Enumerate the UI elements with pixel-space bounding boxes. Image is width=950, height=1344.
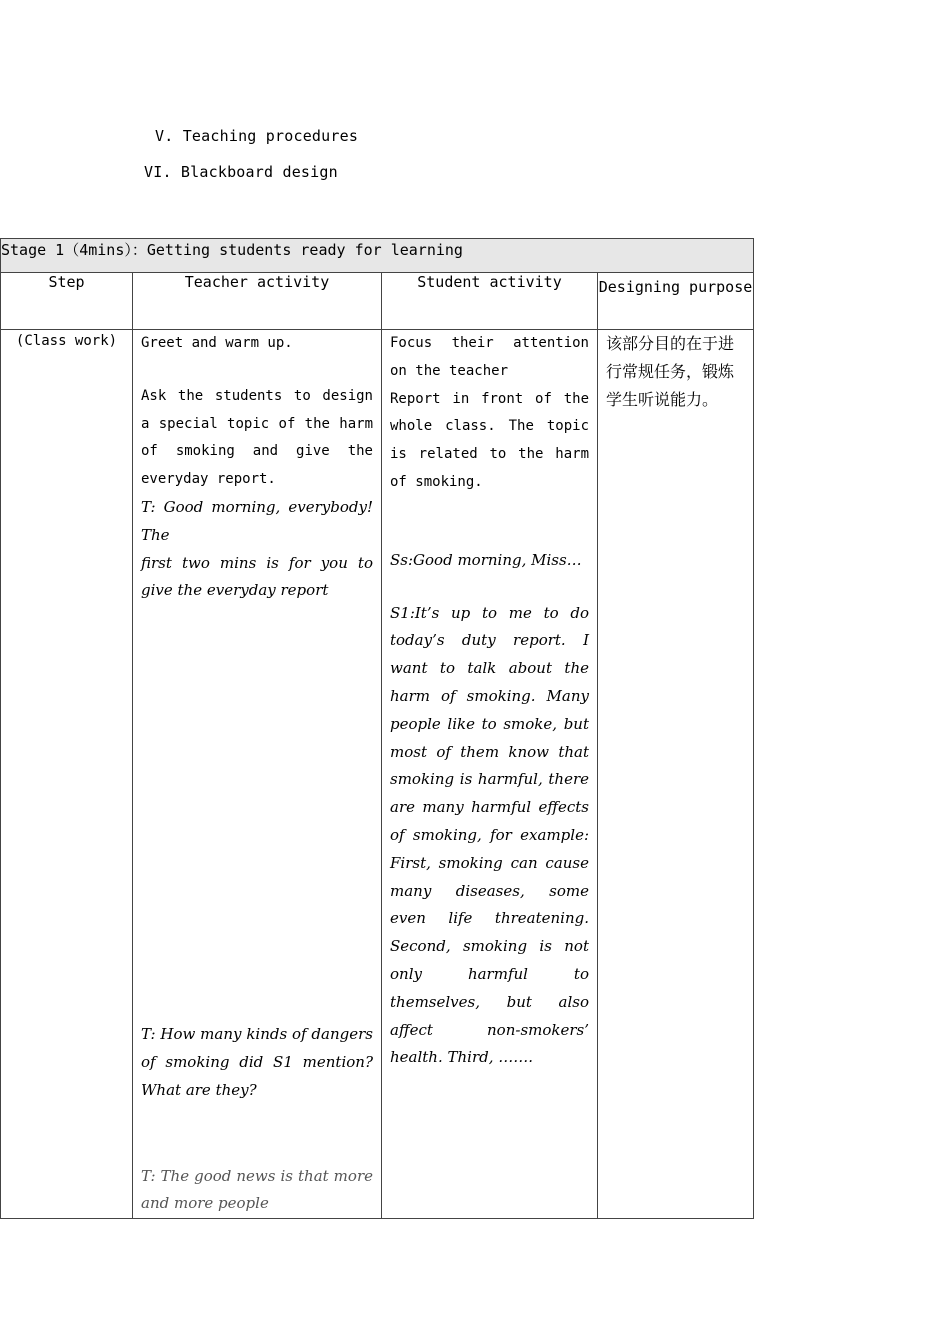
student-duty-report: S1:It’s up to me to do today’s duty report. I want to talk about the harm of smoking. Many people like to smoke, but most of them know that smoking is harmful, there are many harmful effects of smoking, for example: First, smoking can cause many diseases, some even life threatening. Second, smoking is not only harmful to themselves, but also affect non-smokers’ health. Third, …….	[390, 603, 589, 1067]
student-focus: Focus their attention on the teacher	[390, 335, 589, 379]
column-header-row	[1, 273, 754, 330]
stage-title: Stage 1（4mins）：Getting students ready for learning	[1, 239, 754, 273]
teacher-line-report: first two mins is for you to give the everyday report	[141, 553, 373, 600]
student-report: Report in front of the whole class. The topic is related to the harm of smoking.	[390, 390, 589, 490]
teacher-line-greeting: T: Good morning, everybody! The	[141, 497, 373, 544]
table-row	[1, 330, 754, 1219]
column-header-step: Step	[1, 273, 133, 330]
teacher-activity-cell	[133, 330, 382, 1219]
stage-title-row	[1, 239, 754, 273]
column-header-designing-purpose: Designing purpose	[598, 273, 754, 330]
teacher-good-news: T: The good news is that more and more people	[141, 1166, 373, 1213]
section-heading-blackboard-design: VI. Blackboard design	[144, 163, 338, 181]
student-activity-cell	[382, 330, 598, 1219]
teacher-question: T: How many kinds of dangers of smoking did S1 mention? What are they?	[141, 1025, 373, 1099]
step-cell: (Class work)	[1, 330, 133, 1219]
column-header-teacher-activity: Teacher activity	[133, 273, 382, 330]
teaching-procedure-table	[0, 238, 754, 1219]
designing-purpose-cell	[598, 330, 754, 1219]
designing-purpose-text: 该部分目的在于进行常规任务，锻炼学生听说能力。	[606, 334, 735, 409]
column-header-student-activity: Student activity	[382, 273, 598, 330]
teacher-instruction: Ask the students to design a special topic of the harm of smoking and give the everyday report.	[141, 387, 373, 488]
student-greeting: Ss:Good morning, Miss…	[390, 550, 582, 569]
section-heading-teaching-procedures: V. Teaching procedures	[155, 127, 359, 145]
teacher-greeting: Greet and warm up.	[141, 335, 293, 351]
